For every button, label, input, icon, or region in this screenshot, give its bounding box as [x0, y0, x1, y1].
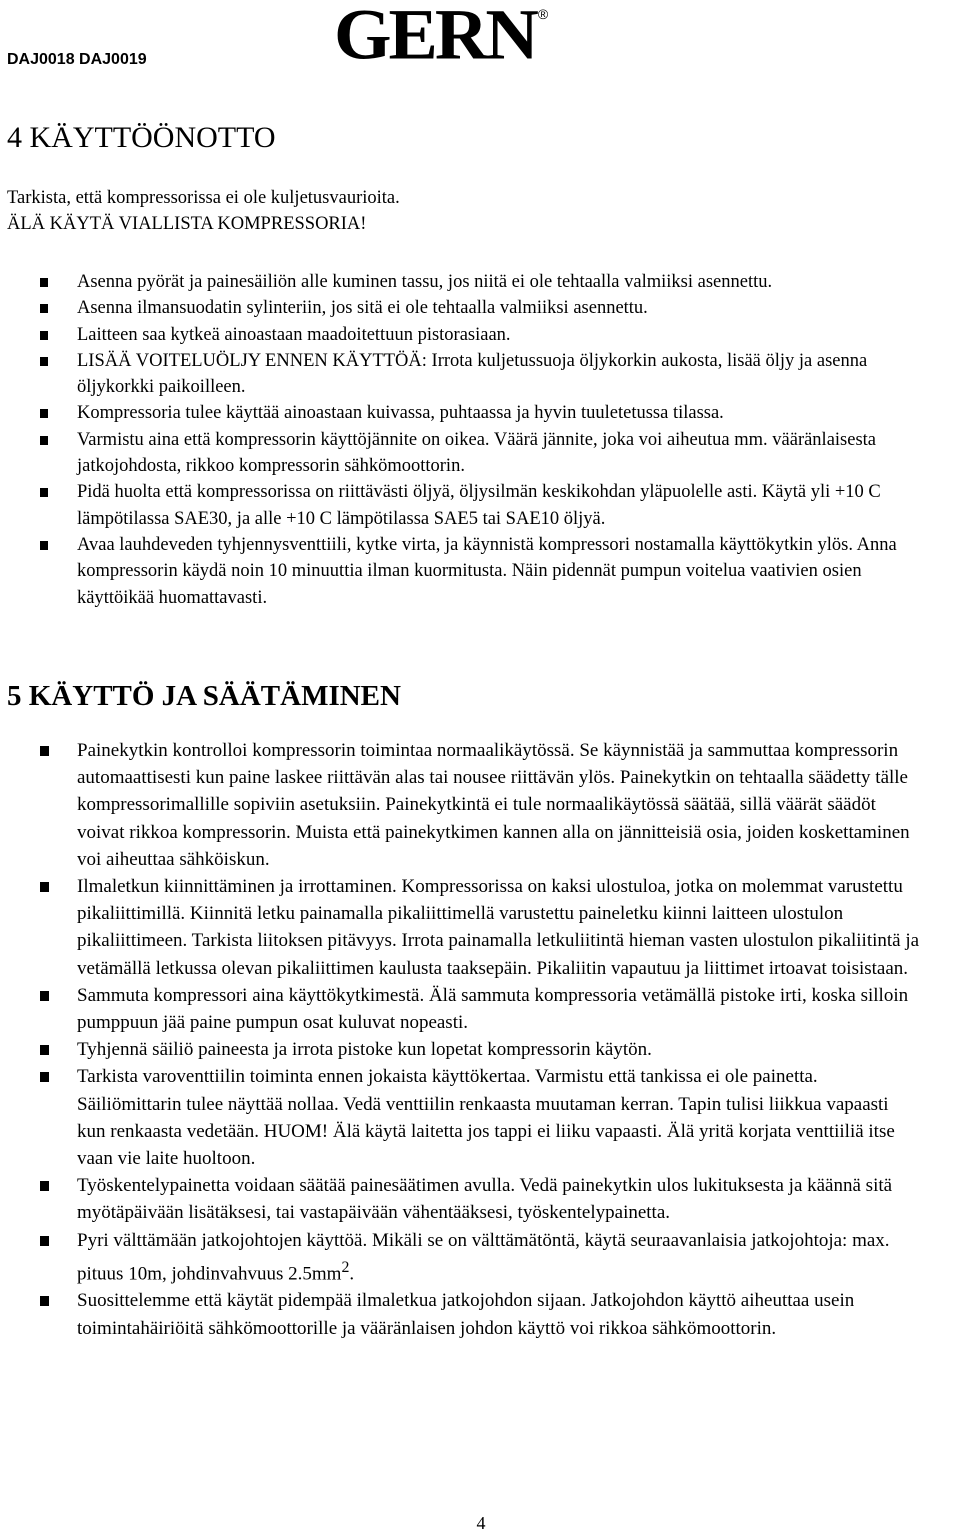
list-item-text: Pidä huolta että kompressorissa on riittävästi öljyä, öljysilmän keskikohdan yläpuolelle asti. Käytä yli +10 C lämpötilassa SAE30, ja alle +10 C lämpötilassa SAE5 tai SAE10 öljyä.: [77, 482, 881, 529]
bullet-icon: [40, 991, 49, 1001]
list-item: [40, 873, 920, 982]
bullet-icon: [40, 1236, 49, 1246]
list-item-text: Painekytkin kontrolloi kompressorin toimintaa normaalikäytössä. Se käynnistää ja sammuttaa kompressorin automaattisesti kun paine laskee riittävän alas tai nousee riittävän ylös. Painekytkin on tehtaalla säädetty tälle kompressorimallille sopiviin asetuksiin. Painekytkintä ei tule normaalikäytössä säätää, sillä väärät säädöt voivat rikkoa kompressorin. Muista että painekytkimen kannen alla on jännitteisiä osia, joiden koskettaminen voi aiheuttaa sähköiskun.: [77, 740, 910, 870]
superscript-suffix: .: [349, 1263, 355, 1285]
list-item: [40, 348, 920, 401]
bullet-icon: [40, 304, 48, 313]
superscript-two: 2: [341, 1258, 350, 1276]
section-5-title: 5 KÄYTTÖ JA SÄÄTÄMINEN: [7, 680, 401, 712]
bullet-icon: [40, 746, 49, 756]
list-item: [40, 1227, 920, 1288]
list-item: [40, 532, 920, 611]
bullet-icon: [40, 278, 48, 287]
bullet-icon: [40, 1072, 49, 1082]
bullet-icon: [40, 1181, 49, 1191]
list-item-text: Avaa lauhdeveden tyhjennysventtiili, kytke virta, ja käynnistä kompressori nostamalla käyttökytkin ylös. Anna kompressorin käydä noin 10 minuuttia ilman kuormitusta. Näin pidennät pumpun voitelua vaativien osien käyttöikää huomattavasti.: [77, 534, 897, 608]
intro-line: Tarkista, että kompressorissa ei ole kuljetusvaurioita.: [7, 188, 400, 208]
bullet-icon: [40, 1296, 49, 1306]
list-item-text: Laitteen saa kytkeä ainoastaan maadoitettuun pistorasiaan.: [77, 324, 511, 345]
registered-mark: ®: [537, 6, 549, 22]
section-4-list: [40, 269, 920, 611]
section-4-title: 4 KÄYTTÖÖNOTTO: [7, 121, 276, 154]
list-item: [40, 479, 920, 532]
list-item: [40, 269, 920, 295]
list-item: [40, 400, 920, 426]
list-item: [40, 427, 920, 480]
list-item: [40, 1036, 920, 1063]
section-4-intro: [7, 185, 937, 237]
list-item-text: Pyri välttämään jatkojohtojen käyttöä. Mikäli se on välttämätöntä, käytä seuraavanlaisia jatkojohtoja: max. pituus 10m, johdinvahvuus 2.5mm: [77, 1229, 890, 1285]
list-item-text: Sammuta kompressori aina käyttökytkimestä. Älä sammuta kompressoria vetämällä pistoke irti, koska silloin pumppuun jää paine pumpun osat kuluvat nopeasti.: [77, 984, 909, 1034]
bullet-icon: [40, 882, 49, 892]
list-item-text: Työskentelypainetta voidaan säätää painesäätimen avulla. Vedä painekytkin ulos lukituksesta ja käännä sitä myötäpäivään lisätäksesi, tai vastapäivään vähentääksesi, työskentelypainetta.: [77, 1175, 893, 1224]
list-item-text: Kompressoria tulee käyttää ainoastaan kuivassa, puhtaassa ja hyvin tuuletetussa tilassa.: [77, 403, 724, 424]
list-item-text: Asenna ilmansuodatin sylinteriin, jos sitä ei ole tehtaalla valmiiksi asennettu.: [77, 298, 648, 319]
list-item: [40, 1063, 920, 1172]
bullet-icon: [40, 541, 48, 550]
bullet-icon: [40, 436, 48, 445]
bullet-icon: [40, 357, 48, 366]
list-item-text: Varmistu aina että kompressorin käyttöjännite on oikea. Väärä jännite, joka voi aiheutua mm. vääränlaisesta jatkojohdosta, rikkoo kompressorin sähkömoottorin.: [77, 429, 877, 477]
bullet-icon: [40, 409, 48, 418]
list-item-text: LISÄÄ VOITELUÖLJY ENNEN KÄYTTÖÄ: Irrota kuljetussuoja öljykorkin aukosta, lisää öljy ja asenna öljykorkki paikoilleen.: [77, 350, 868, 398]
logo-wordmark: GERN: [334, 0, 536, 76]
list-item: [40, 295, 920, 321]
section-5-list: [40, 737, 920, 1342]
list-item-text: Ilmaletkun kiinnittäminen ja irrottaminen. Kompressorissa on kaksi ulostuloa, jotka on molemmat varustettu pikaliittimillä. Kiinnitä letku painamalla pikaliittimellä varustettu paineletku kiinni laitteen ulostulon pikaliittimeen. Tarkista liitoksen pitävyys. Irrota painamalla letkuliitintä hieman vasten ulostulon pikaliitintä ja vetämällä letkussa olevan pikaliittimen kaulusta taaksepäin. Pikaliitin vapautuu ja liittimet irtoavat toisistaan.: [77, 876, 920, 979]
list-item: [40, 322, 920, 348]
list-item: [40, 737, 920, 873]
list-item-text: Tarkista varoventtiilin toiminta ennen jokaista käyttökertaa. Varmistu että tankissa ei ole painetta. Säiliömittarin tulee näyttää nollaa. Vedä venttiilin renkaasta muutaman kerran. Tapin tulisi liikkua vapaasti kun renkaasta vedetään. HUOM! Älä käytä laitetta jos tappi ei liiku vapaasti. Älä yritä korjata venttiiliä itse vaan vie laite huoltoon.: [77, 1066, 895, 1170]
intro-warning: ÄLÄ KÄYTÄ VIALLISTA KOMPRESSORIA!: [7, 214, 367, 234]
bullet-icon: [40, 1045, 49, 1055]
list-item-text: Asenna pyörät ja painesäiliön alle kuminen tassu, jos niitä ei ole tehtaalla valmiiksi asennettu.: [77, 272, 773, 292]
list-item: [40, 1287, 920, 1341]
document-code: DAJ0018 DAJ0019: [7, 51, 147, 68]
gern-logo: [334, 0, 634, 76]
list-item-text: Tyhjennä säiliö paineesta ja irrota pistoke kun lopetat kompressorin käytön.: [77, 1039, 652, 1061]
bullet-icon: [40, 331, 48, 340]
bullet-icon: [40, 488, 48, 497]
list-item: [40, 1172, 920, 1226]
list-item: [40, 982, 920, 1036]
page-number: 4: [476, 1513, 486, 1533]
page-footer: [0, 1512, 960, 1534]
list-item-text: Suosittelemme että käytät pidempää ilmaletkua jatkojohdon sijaan. Jatkojohdon käyttö aiheuttaa usein toimintahäiriöitä sähkömoottorille ja vääränlaisen johdon käyttö voi rikkoa sähkömoottorin.: [77, 1290, 855, 1339]
